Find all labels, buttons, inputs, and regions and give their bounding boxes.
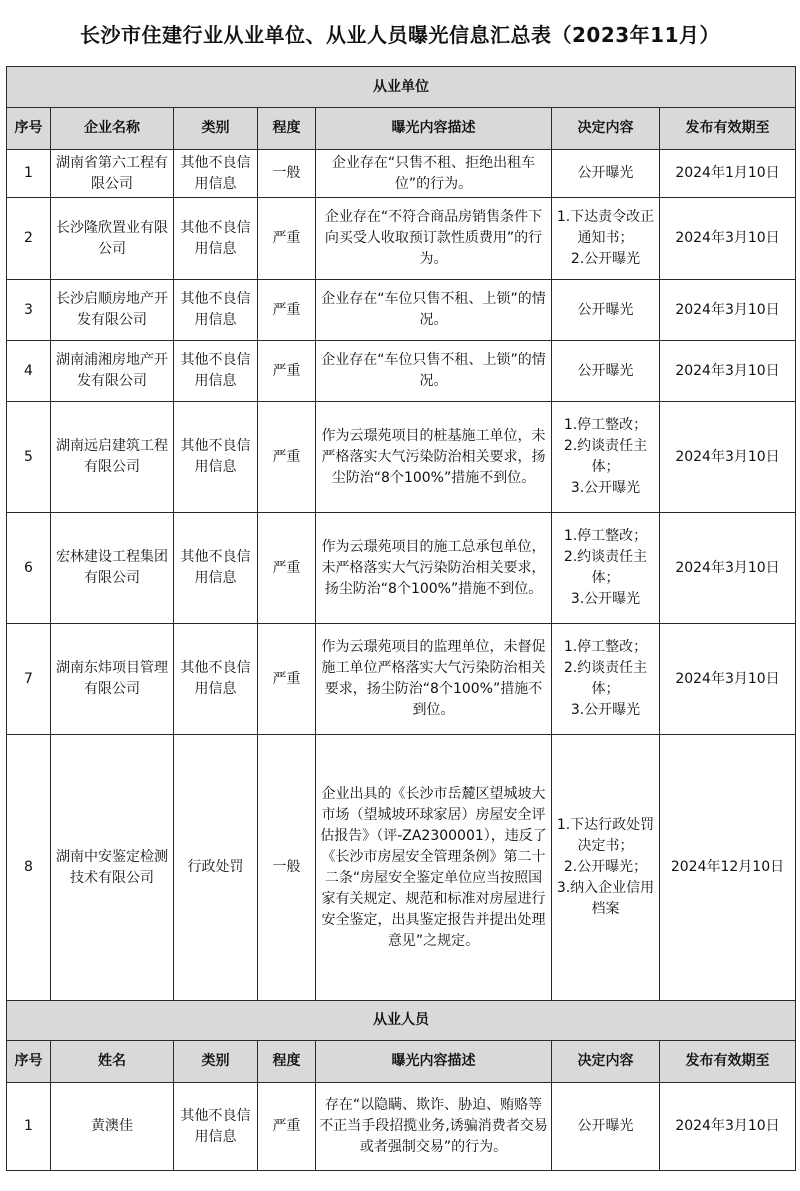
category: 其他不良信用信息	[174, 624, 258, 735]
exposure-description: 企业存在“车位只售不租、上锁”的情况。	[316, 280, 552, 341]
header-description: 曝光内容描述	[316, 108, 552, 150]
row-number: 8	[7, 735, 51, 1001]
company-name: 湖南中安鉴定检测技术有限公司	[51, 735, 174, 1001]
exposure-description: 企业存在“不符合商品房销售条件下向买受人收取预订款性质费用”的行为。	[316, 198, 552, 280]
exposure-description: 企业存在“只售不租、拒绝出租车位”的行为。	[316, 150, 552, 198]
unit-row	[7, 402, 796, 513]
header-company-name: 企业名称	[51, 108, 174, 150]
header-description: 曝光内容描述	[316, 1041, 552, 1083]
category: 其他不良信用信息	[174, 513, 258, 624]
severity-level: 一般	[258, 735, 316, 1001]
decision-content: 1.下达责令改正通知书； 2.公开曝光	[552, 198, 660, 280]
expiry-date: 2024年3月10日	[660, 198, 796, 280]
header-person-name: 姓名	[51, 1041, 174, 1083]
header-expiry: 发布有效期至	[660, 1041, 796, 1083]
header-category: 类别	[174, 1041, 258, 1083]
decision-content: 1.停工整改； 2.约谈责任主体； 3.公开曝光	[552, 402, 660, 513]
exposure-description: 作为云璟苑项目的监理单位，未督促施工单位严格落实大气污染防治相关要求，扬尘防治“8个100%”措施不到位。	[316, 624, 552, 735]
row-number: 4	[7, 341, 51, 402]
section-title-persons: 从业人员	[7, 1001, 796, 1041]
company-name: 长沙隆欣置业有限公司	[51, 198, 174, 280]
unit-row	[7, 280, 796, 341]
severity-level: 严重	[258, 280, 316, 341]
header-level: 程度	[258, 108, 316, 150]
expiry-date: 2024年3月10日	[660, 1083, 796, 1171]
table-body	[7, 67, 796, 1171]
category: 其他不良信用信息	[174, 280, 258, 341]
decision-content: 1.下达行政处罚决定书； 2.公开曝光； 3.纳入企业信用档案	[552, 735, 660, 1001]
decision-content: 1.停工整改； 2.约谈责任主体； 3.公开曝光	[552, 624, 660, 735]
severity-level: 严重	[258, 624, 316, 735]
row-number: 7	[7, 624, 51, 735]
company-name: 湖南省第六工程有限公司	[51, 150, 174, 198]
section-title-units: 从业单位	[7, 67, 796, 108]
company-name: 湖南东炜项目管理有限公司	[51, 624, 174, 735]
unit-row	[7, 735, 796, 1001]
header-row-persons	[7, 1041, 796, 1083]
severity-level: 严重	[258, 402, 316, 513]
row-number: 5	[7, 402, 51, 513]
exposure-description: 存在“以隐瞒、欺诈、胁迫、贿赂等不正当手段招揽业务,诱骗消费者交易或者强制交易”的行为。	[316, 1083, 552, 1171]
severity-level: 严重	[258, 513, 316, 624]
severity-level: 严重	[258, 198, 316, 280]
exposure-description: 企业存在“车位只售不租、上锁”的情况。	[316, 341, 552, 402]
expiry-date: 2024年3月10日	[660, 402, 796, 513]
category: 其他不良信用信息	[174, 1083, 258, 1171]
unit-row	[7, 198, 796, 280]
person-row	[7, 1083, 796, 1171]
decision-content: 1.停工整改； 2.约谈责任主体； 3.公开曝光	[552, 513, 660, 624]
unit-row	[7, 513, 796, 624]
decision-content: 公开曝光	[552, 150, 660, 198]
section-row-persons	[7, 1001, 796, 1041]
header-expiry: 发布有效期至	[660, 108, 796, 150]
row-number: 1	[7, 1083, 51, 1171]
section-row-units	[7, 67, 796, 108]
category: 其他不良信用信息	[174, 198, 258, 280]
severity-level: 严重	[258, 1083, 316, 1171]
category: 其他不良信用信息	[174, 402, 258, 513]
header-category: 类别	[174, 108, 258, 150]
company-name: 宏林建设工程集团有限公司	[51, 513, 174, 624]
person-name: 黄澳佳	[51, 1083, 174, 1171]
category: 行政处罚	[174, 735, 258, 1001]
row-number: 2	[7, 198, 51, 280]
expiry-date: 2024年3月10日	[660, 341, 796, 402]
unit-row	[7, 150, 796, 198]
company-name: 长沙启顺房地产开发有限公司	[51, 280, 174, 341]
exposure-table	[6, 66, 796, 1171]
header-no: 序号	[7, 108, 51, 150]
decision-content: 公开曝光	[552, 341, 660, 402]
expiry-date: 2024年3月10日	[660, 513, 796, 624]
row-number: 3	[7, 280, 51, 341]
unit-row	[7, 624, 796, 735]
exposure-description: 企业出具的《长沙市岳麓区望城坡大市场（望城坡环球家居）房屋安全评估报告》（评-ZA2300001），违反了《长沙市房屋安全管理条例》第二十二条“房屋安全鉴定单位应当按照国家有关规定、规范和标准对房屋进行安全鉴定，出具鉴定报告并提出处理意见”之规定。	[316, 735, 552, 1001]
header-decision: 决定内容	[552, 1041, 660, 1083]
page-title: 长沙市住建行业从业单位、从业人员曝光信息汇总表（2023年11月）	[80, 22, 720, 47]
header-decision: 决定内容	[552, 108, 660, 150]
header-no: 序号	[7, 1041, 51, 1083]
row-number: 6	[7, 513, 51, 624]
exposure-description: 作为云璟苑项目的桩基施工单位，未严格落实大气污染防治相关要求，扬尘防治“8个100%”措施不到位。	[316, 402, 552, 513]
expiry-date: 2024年3月10日	[660, 624, 796, 735]
row-number: 1	[7, 150, 51, 198]
severity-level: 严重	[258, 341, 316, 402]
unit-row	[7, 341, 796, 402]
expiry-date: 2024年3月10日	[660, 280, 796, 341]
exposure-description: 作为云璟苑项目的施工总承包单位，未严格落实大气污染防治相关要求，扬尘防治“8个100%”措施不到位。	[316, 513, 552, 624]
category: 其他不良信用信息	[174, 150, 258, 198]
header-level: 程度	[258, 1041, 316, 1083]
expiry-date: 2024年1月10日	[660, 150, 796, 198]
company-name: 湖南远启建筑工程有限公司	[51, 402, 174, 513]
decision-content: 公开曝光	[552, 280, 660, 341]
severity-level: 一般	[258, 150, 316, 198]
company-name: 湖南浦湘房地产开发有限公司	[51, 341, 174, 402]
category: 其他不良信用信息	[174, 341, 258, 402]
expiry-date: 2024年12月10日	[660, 735, 796, 1001]
decision-content: 公开曝光	[552, 1083, 660, 1171]
header-row-units	[7, 108, 796, 150]
